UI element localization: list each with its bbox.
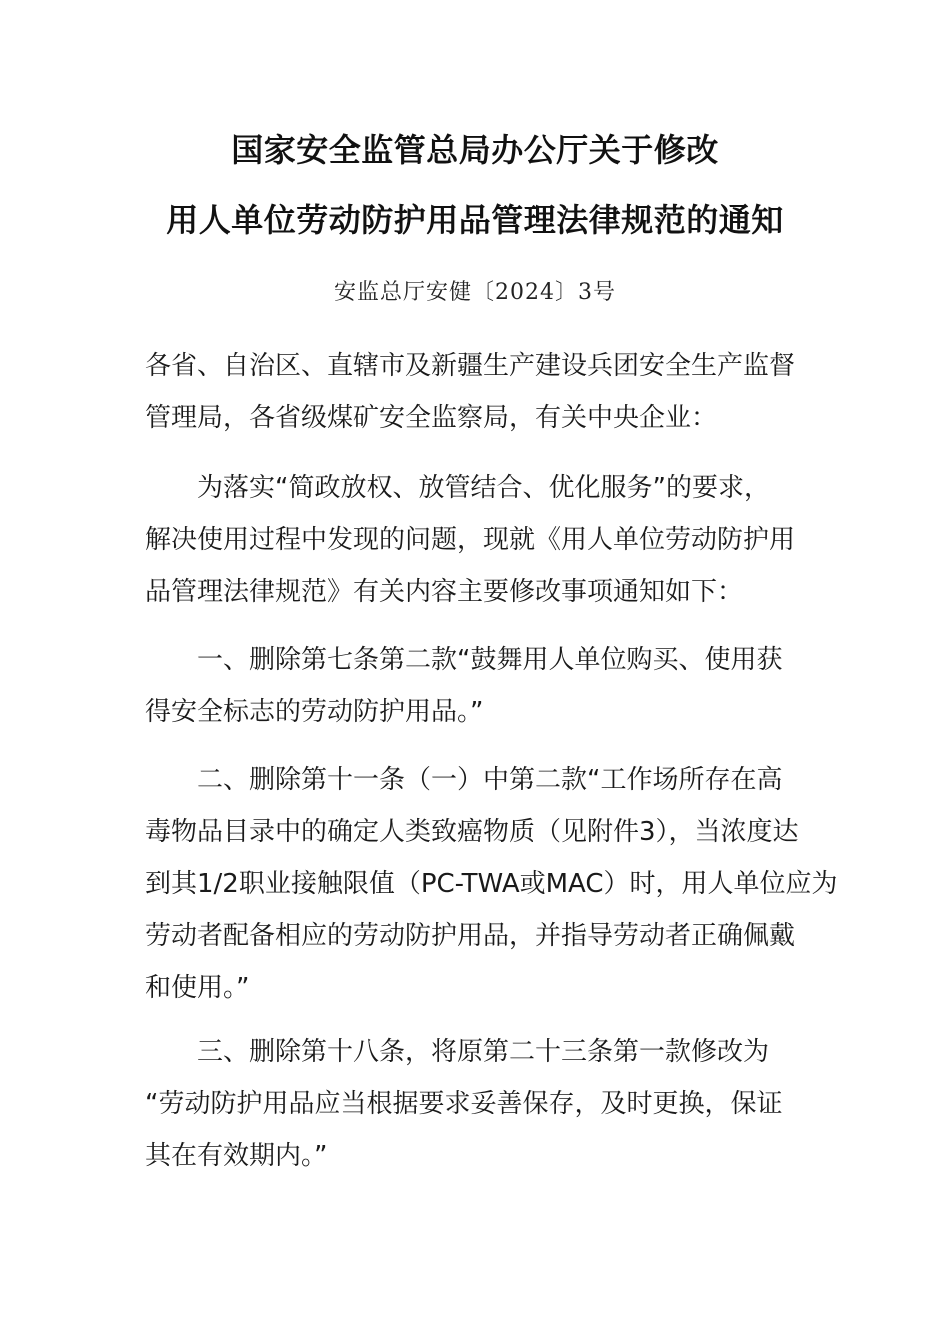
item-3-line: “劳动防护用品应当根据要求妥善保存，及时更换，保证	[145, 1089, 783, 1119]
item-1-paragraph	[145, 634, 815, 738]
document-number: 安监总厅安健〔2024〕3号	[334, 280, 616, 305]
item-1-line: 一、删除第七条第二款“鼓舞用人单位购买、使用获	[197, 645, 783, 675]
document-title-line-2: 用人单位劳动防护用品管理法律规范的通知	[166, 201, 784, 239]
document-title-line-1: 国家安全监管总局办公厅关于修改	[231, 131, 719, 169]
item-2-line: 二、删除第十一条（一）中第二款“工作场所存在高	[197, 765, 783, 795]
item-1-line: 得安全标志的劳动防护用品。”	[145, 697, 484, 727]
intro-line: 为落实“简政放权、放管结合、优化服务”的要求，	[197, 473, 770, 503]
addressee-line: 各省、自治区、直辖市及新疆生产建设兵团安全生产监督	[145, 351, 796, 381]
item-2-paragraph	[145, 754, 838, 1014]
intro-line: 品管理法律规范》有关内容主要修改事项通知如下：	[145, 577, 744, 607]
addressee-line: 管理局，各省级煤矿安全监察局，有关中央企业：	[145, 403, 718, 433]
item-2-line: 到其1/2职业接触限值（PC-TWA或MAC）时，用人单位应为	[145, 869, 838, 899]
intro-line: 解决使用过程中发现的问题，现就《用人单位劳动防护用	[145, 525, 796, 555]
addressee-paragraph	[145, 340, 815, 444]
item-2-line: 和使用。”	[145, 973, 250, 1003]
item-3-paragraph	[145, 1026, 815, 1182]
item-2-line: 劳动者配备相应的劳动防护用品，并指导劳动者正确佩戴	[145, 921, 796, 951]
intro-paragraph	[145, 462, 815, 618]
item-2-line: 毒物品目录中的确定人类致癌物质（见附件3），当浓度达	[145, 817, 799, 847]
item-3-line: 其在有效期内。”	[145, 1141, 328, 1171]
item-3-line: 三、删除第十八条，将原第二十三条第一款修改为	[197, 1037, 770, 1067]
